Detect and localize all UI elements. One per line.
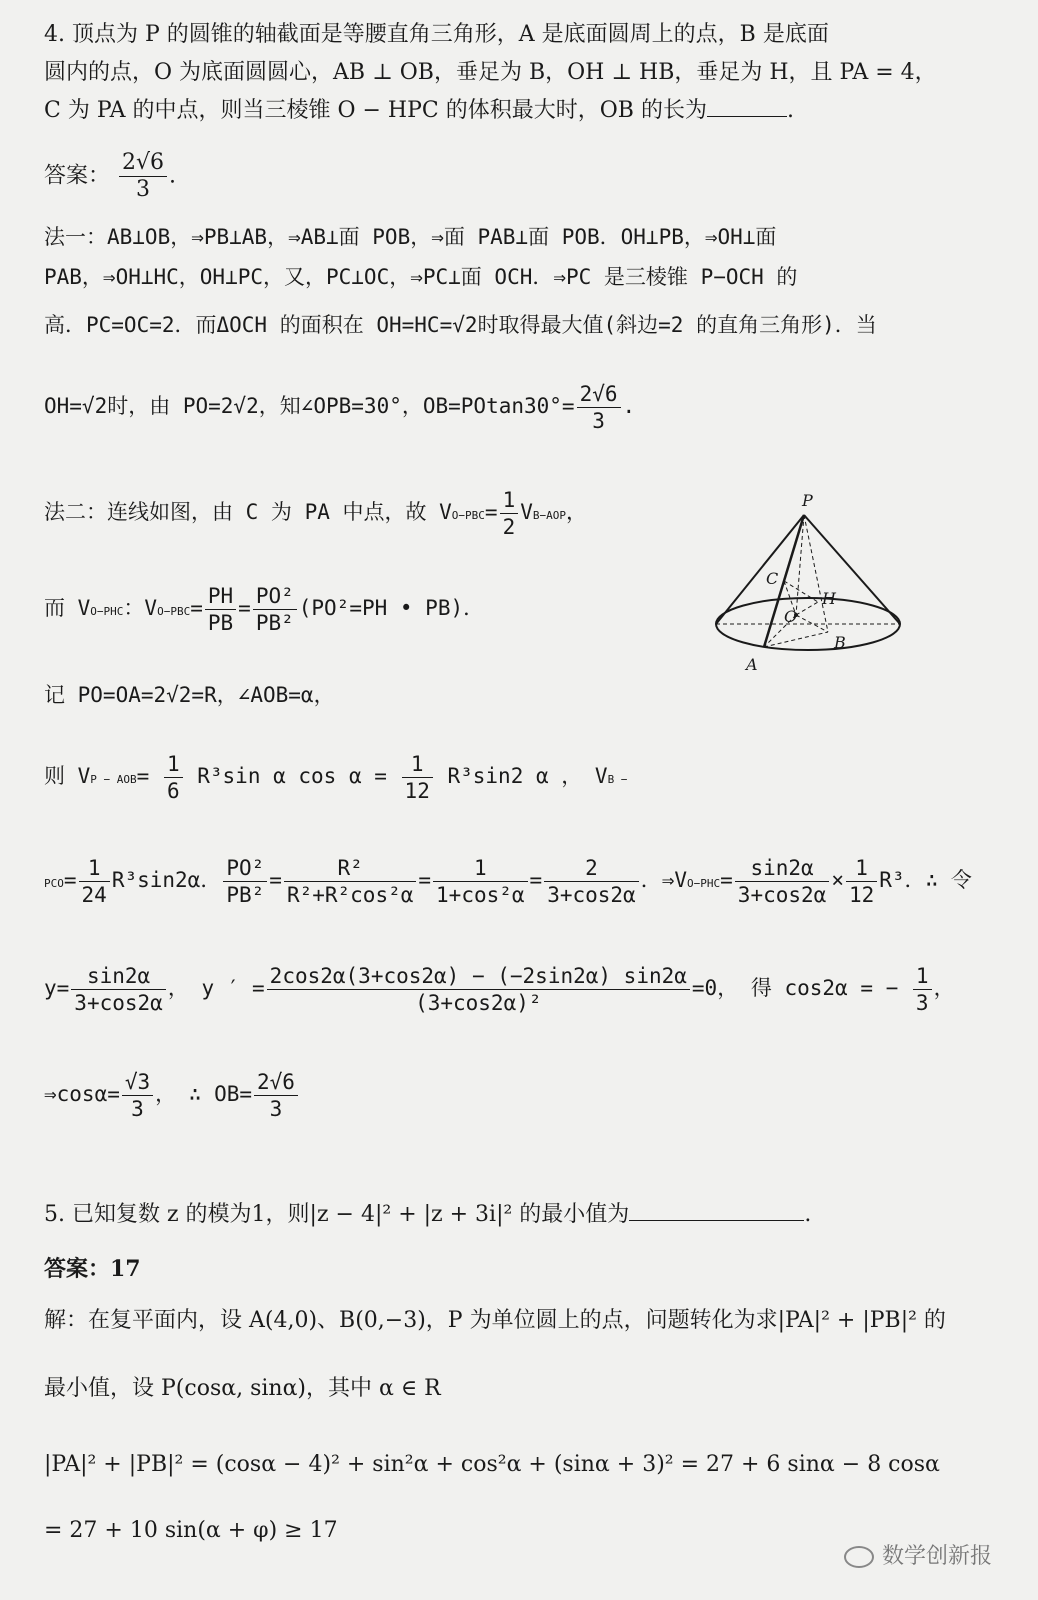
method2-line-3: 记 PO=OA=2√2=R，∠AOB=α， xyxy=(44,683,335,707)
method1-line-3: 高．PC=OC=2．而ΔOCH 的面积在 OH=HC=√2时取得最大值(斜边=2 的直角三角形)．当 xyxy=(44,313,877,337)
diagram-label-C: C xyxy=(766,569,779,588)
method2-line-5: PCO= $\frac{1}{24}$ R³sin2α． $\frac{\text{PO²}}{\text{PB²}}$ = $\frac{\text{R²}}{\text{R²+R²cos²α}}$ = $\frac{1}{\text{1+cos²α}}$ = $\frac{2}{3+\cos 2\alpha}$ ．⇒VO−PHC= $\frac{\sin 2\alpha}{3+\cos 2\alpha}$ × $\frac{1}{12}$ R³．∴ 令 xyxy=(44,855,972,907)
method2-line-1-text: 法二：连线如图，由 C 为 PA 中点，故 V xyxy=(44,500,452,524)
method1-line-1: 法一：AB⊥OB，⇒PB⊥AB，⇒AB⊥面 POB，⇒面 PAB⊥面 POB．OH⊥PB，⇒OH⊥面 xyxy=(44,225,777,249)
answer-fraction xyxy=(119,150,167,203)
method1-line-4: OH=√2时，由 PO=2√2，知∠OPB=30°，OB=POtan30°= $\frac{2√6}{3}$ . xyxy=(44,381,636,433)
method2-line-2-text: 而 V xyxy=(44,596,91,620)
answer-denominator: 3 xyxy=(136,177,151,202)
q5-stem-text: 5. 已知复数 z 的模为1，则|z − 4|² + |z + 3i|² 的最小值为 xyxy=(44,1202,630,1227)
method1-line-4-text: OH=√2时，由 PO=2√2，知∠OPB=30°，OB=POtan30°= xyxy=(44,394,575,418)
q4-answer: 答案： $\frac{2√6}{3}$ . xyxy=(44,150,177,202)
q4-stem-line-2: 圆内的点，O 为底面圆圆心，AB ⊥ OB，垂足为 B，OH ⊥ HB，垂足为 H，且 PA = 4， xyxy=(44,60,937,85)
diagram-label-P: P xyxy=(802,491,813,510)
method2-line-4-text: 则 V xyxy=(44,764,91,788)
answer-blank xyxy=(707,96,787,117)
diagram-label-A: A xyxy=(746,655,758,674)
q5-stem: 5. 已知复数 z 的模为1，则|z − 4|² + |z + 3i|² 的最小值为 . xyxy=(44,1202,812,1227)
q5-solution-line-1: 解：在复平面内，设 A(4,0)、B(0,−3)，P 为单位圆上的点，问题转化为求|PA|² + |PB|² 的 xyxy=(44,1308,946,1333)
method2-line-7: ⇒cosα= $\frac{√3}{3}$ ， ∴ OB= $\frac{2√6}{3}$ xyxy=(44,1066,998,1122)
method2-line-7-text: ⇒cosα= xyxy=(44,1082,120,1106)
method2-line-2: 而 VO−PHC：VO−PBC= $\frac{PH}{PB}$ = $\frac{\text{PO²}}{\text{PB²}}$ (PO²=PH • PB)． xyxy=(44,583,485,635)
method2-line-6-text: y= xyxy=(44,976,70,1000)
method2-line-4: 则 VP − AOB= $\frac{1}{6}$ R³sin α cos α = $\frac{1}{12}$ R³sin2 α ， VB − xyxy=(44,751,628,803)
diagram-label-O: O xyxy=(784,607,798,626)
answer-numerator: 2√6 xyxy=(119,150,167,177)
wechat-icon xyxy=(844,1546,874,1568)
method1-line-2: PAB，⇒OH⊥HC，OH⊥PC，又，PC⊥OC，⇒PC⊥面 OCH．⇒PC 是三棱锥 P−OCH 的 xyxy=(44,265,798,289)
diagram-label-B: B xyxy=(834,633,846,652)
watermark-text: 数学创新报 xyxy=(881,1544,992,1569)
q5-solution-line-4: = 27 + 10 sin(α + φ) ≥ 17 xyxy=(44,1518,338,1543)
q5-solution-line-3: |PA|² + |PB|² = (cosα − 4)² + sin²α + cos²α + (sinα + 3)² = 27 + 6 sinα − 8 cosα xyxy=(44,1452,940,1477)
q5-answer: 答案：17 xyxy=(44,1256,141,1282)
q4-stem-line-3: C 为 PA 的中点，则当三棱锥 O − HPC 的体积最大时，OB 的长为 . xyxy=(44,98,794,123)
method1-result-fraction: $\frac{2√6}{3}$ xyxy=(577,381,621,434)
cone-diagram xyxy=(700,480,920,690)
q4-stem-line-1: 4. 顶点为 P 的圆锥的轴截面是等腰直角三角形，A 是底面圆周上的点，B 是底面 xyxy=(44,22,829,47)
method2-line-6: y= $\frac{\sin 2\alpha}{3+\cos 2\alpha}$ ， y ′ = $\frac{2\cos 2\alpha(3+\cos 2\alpha) - (-2\sin 2\alpha) \sin 2\alpha}{\text{(3+cos2α)²}}$ =0， 得 cos2α = − $\frac{1}{3}$ ， xyxy=(44,963,955,1015)
method2-line-1: 法二：连线如图，由 C 为 PA 中点，故 VO−PBC= $\frac{1}{2}$ VB−AOP， xyxy=(44,487,588,539)
answer-label: 答案： xyxy=(44,163,111,189)
q4-stem-line-3-text: C 为 PA 的中点，则当三棱锥 O − HPC 的体积最大时，OB 的长为 xyxy=(44,98,707,123)
q5-answer-blank xyxy=(629,1200,804,1221)
diagram-label-H: H xyxy=(822,589,836,608)
method2-line-5-text: R³sin2α． xyxy=(111,868,222,892)
q5-solution-line-2: 最小值，设 P(cosα, sinα)，其中 α ∈ R xyxy=(44,1376,441,1401)
watermark xyxy=(844,1539,992,1570)
